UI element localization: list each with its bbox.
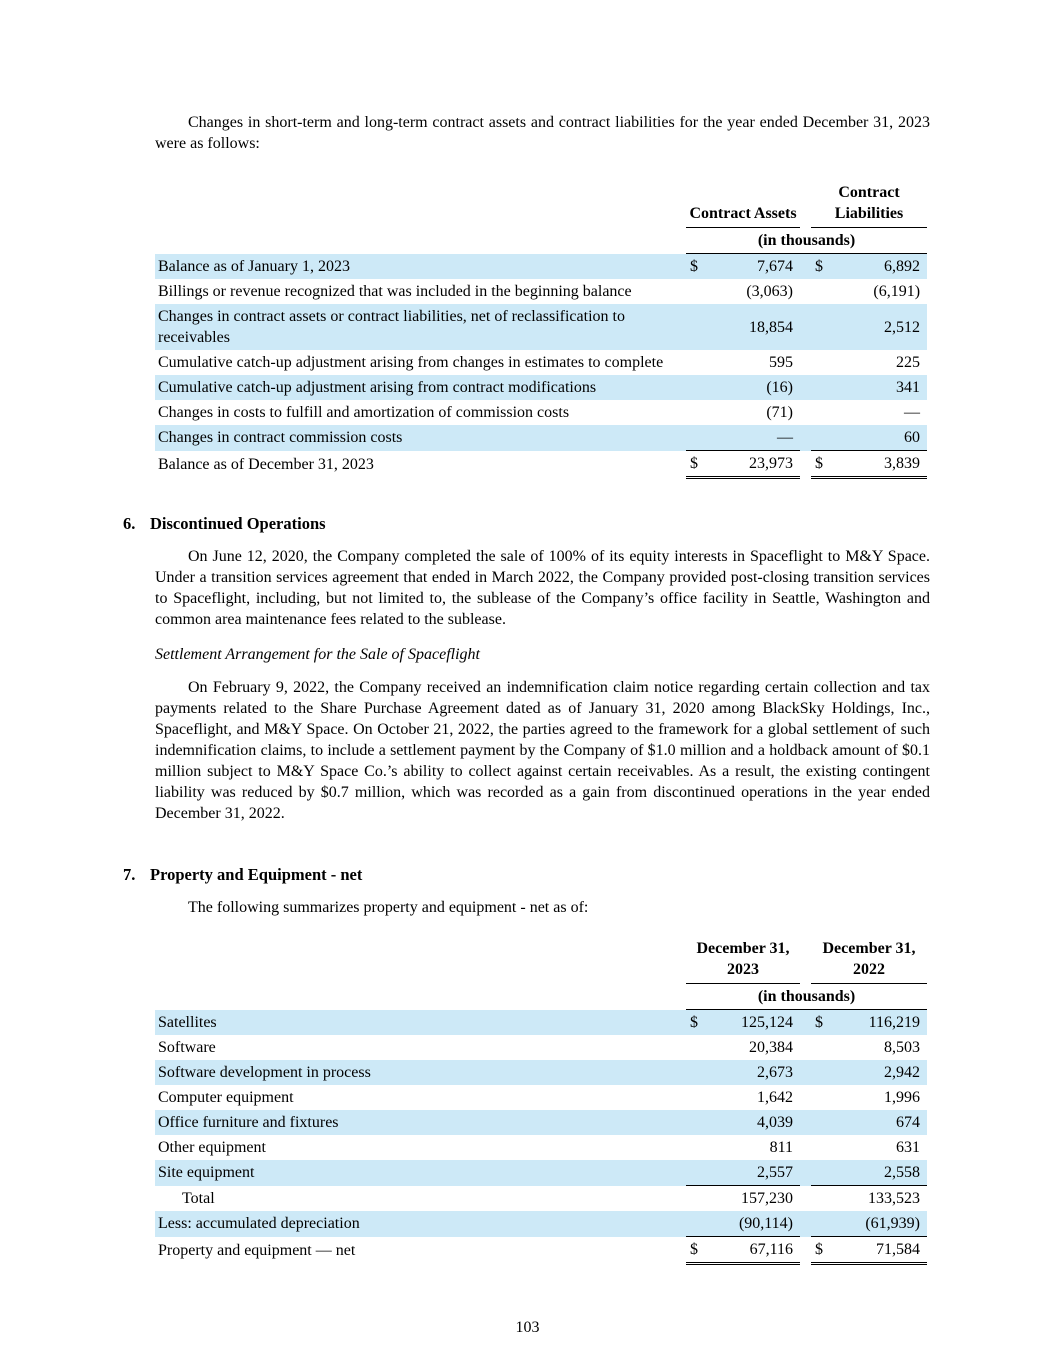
- row-value: —: [706, 425, 800, 451]
- row-label: Balance as of December 31, 2023: [158, 455, 374, 473]
- spacer: [123, 154, 930, 180]
- dollar-sign: [686, 400, 706, 425]
- row-value: 595: [769, 354, 793, 371]
- row-value: —: [904, 404, 921, 421]
- row-value: 116,219: [831, 1010, 927, 1036]
- dollar-sign: $: [686, 1237, 706, 1264]
- row-value: 811: [769, 1139, 793, 1156]
- col-gap: [800, 1010, 811, 1036]
- table-row: [155, 375, 927, 400]
- table-row: [155, 1186, 927, 1212]
- row-value: 3,839: [831, 451, 927, 478]
- section-number: 6.: [123, 514, 136, 533]
- table-row: [155, 350, 927, 375]
- table-row: [155, 1110, 927, 1135]
- row-value: 20,384: [749, 1039, 793, 1056]
- row-label: Site equipment: [155, 1160, 686, 1186]
- dollar-sign: $: [686, 254, 706, 280]
- dollar-sign: [811, 375, 831, 400]
- dollar-sign: [811, 1110, 831, 1135]
- row-value: 67,116: [706, 1237, 800, 1264]
- dollar-sign: $: [811, 254, 831, 280]
- row-value: 8,503: [884, 1039, 920, 1056]
- row-value: 125,124: [706, 1010, 800, 1036]
- dollar-sign: [811, 1160, 831, 1186]
- row-value: 2,942: [831, 1060, 927, 1085]
- row-value: 18,854: [706, 304, 800, 350]
- row-value: 71,584: [831, 1237, 927, 1264]
- col-gap: [800, 1160, 811, 1186]
- col-gap: [800, 1085, 811, 1110]
- page-number: 103: [515, 1319, 540, 1336]
- col-header-contract-assets: Contract Assets: [686, 180, 800, 228]
- table-row: [155, 254, 927, 280]
- units-row: [155, 984, 927, 1010]
- dollar-sign: [811, 1035, 831, 1060]
- col-header-december-2023: December 31, 2023: [686, 936, 800, 984]
- col-gap: [800, 1035, 811, 1060]
- table-row: [155, 451, 927, 478]
- row-label: Cumulative catch-up adjustment arising from contract modifications: [155, 375, 686, 400]
- row-value: (3,063): [746, 283, 793, 300]
- dollar-sign: [811, 400, 831, 425]
- dollar-sign: [811, 1060, 831, 1085]
- dollar-sign: [686, 1060, 706, 1085]
- header-gap: [800, 180, 811, 228]
- dollar-sign: $: [686, 1010, 706, 1036]
- table-header-row: [155, 180, 927, 228]
- row-value: 2,558: [831, 1160, 927, 1186]
- col-gap: [800, 1211, 811, 1237]
- spacer: [123, 885, 930, 897]
- dollar-sign: [811, 1186, 831, 1212]
- section-7-intro: The following summarizes property and equipment - net as of:: [188, 899, 589, 916]
- row-value: 157,230: [706, 1186, 800, 1212]
- row-value: (61,939): [831, 1211, 927, 1237]
- row-value: 1,642: [757, 1089, 793, 1106]
- col-gap: [800, 375, 811, 400]
- dollar-sign: [686, 1085, 706, 1110]
- settlement-subheading: Settlement Arrangement for the Sale of Spaceflight: [155, 646, 480, 663]
- dollar-sign: [811, 279, 831, 304]
- table-row: [155, 1135, 927, 1160]
- row-label: Changes in contract assets or contract liabilities, net of reclassification to receivables: [155, 304, 686, 350]
- spacer: [123, 918, 930, 936]
- dollar-sign: $: [686, 451, 706, 478]
- table-row: [155, 1060, 927, 1085]
- table-row: [155, 1085, 927, 1110]
- units-label: (in thousands): [686, 984, 927, 1010]
- row-value: 4,039: [706, 1110, 800, 1135]
- section-6-paragraph-1: On June 12, 2020, the Company completed the sale of 100% of its equity interests in Spaceflight to M&Y Space. Under a transition services agreement that ended in March 2022, the Company provided post-closing transition services to Spaceflight, including, but not limited to, the sublease of the Company’s office facility in Seattle, Washington and common area maintenance fees related to the sublease.: [155, 548, 930, 628]
- units-row: [155, 228, 927, 254]
- col-gap: [800, 1186, 811, 1212]
- contract-balances-table: [155, 180, 927, 479]
- spacer: [123, 824, 930, 864]
- row-value: 225: [896, 354, 921, 371]
- dollar-sign: [811, 1135, 831, 1160]
- row-value: 23,973: [706, 451, 800, 478]
- row-label: Billings or revenue recognized that was included in the beginning balance: [158, 283, 632, 300]
- row-value: 674: [831, 1110, 927, 1135]
- row-label: Computer equipment: [158, 1089, 294, 1106]
- col-gap: [800, 350, 811, 375]
- row-label: Office furniture and fixtures: [155, 1110, 686, 1135]
- col-gap: [800, 1060, 811, 1085]
- col-gap: [800, 1135, 811, 1160]
- dollar-sign: $: [811, 1237, 831, 1264]
- dollar-sign: [811, 1211, 831, 1237]
- table-row: [155, 1010, 927, 1036]
- col-gap: [800, 279, 811, 304]
- dollar-sign: [686, 1186, 706, 1212]
- col-gap: [800, 1110, 811, 1135]
- col-gap: [800, 1237, 811, 1264]
- section-number: 7.: [123, 865, 136, 884]
- table-header-row: [155, 936, 927, 984]
- row-label: Cumulative catch-up adjustment arising from changes in estimates to complete: [158, 354, 664, 371]
- col-gap: [800, 254, 811, 280]
- dollar-sign: [811, 350, 831, 375]
- col-gap: [800, 304, 811, 350]
- row-label: Property and equipment — net: [158, 1241, 356, 1259]
- row-label: Other equipment: [158, 1139, 266, 1156]
- row-value: 60: [831, 425, 927, 451]
- row-value: (6,191): [873, 283, 921, 300]
- units-label: (in thousands): [686, 228, 927, 254]
- row-value: (71): [766, 404, 793, 421]
- row-value: 631: [896, 1139, 920, 1156]
- row-value: 2,557: [706, 1160, 800, 1186]
- col-header-contract-liabilities: Contract Liabilities: [811, 180, 927, 228]
- dollar-sign: [811, 425, 831, 451]
- table-row: [155, 279, 927, 304]
- dollar-sign: [686, 279, 706, 304]
- col-header-december-2022: December 31, 2022: [811, 936, 927, 984]
- row-value: 341: [831, 375, 927, 400]
- row-label: Balance as of January 1, 2023: [155, 254, 686, 280]
- row-value: 1,996: [884, 1089, 920, 1106]
- section-6-paragraph-2: On February 9, 2022, the Company received an indemnification claim notice regarding certain collection and tax payments related to the Share Purchase Agreement dated as of January 31, 2020 among BlackSky Holdings, Inc., Spaceflight, and M&Y Space. On October 21, 2022, the parties agreed to the framework for a global settlement of such indemnification claims, to include a settlement payment by the Company of $1.0 million and a holdback amount of $0.1 million subject to M&Y Space Co.’s ability to collect against certain receivables. As a result, the existing contingent liability was reduced by $0.7 million, which was recorded as a gain from discontinued operations in the year ended December 31, 2022.: [155, 679, 930, 822]
- row-value: 2,673: [706, 1060, 800, 1085]
- table-row: [155, 1035, 927, 1060]
- dollar-sign: [686, 1035, 706, 1060]
- units-spacer: [155, 228, 686, 254]
- row-label: Satellites: [155, 1010, 686, 1036]
- dollar-sign: [811, 304, 831, 350]
- table-row: [155, 304, 927, 350]
- col-gap: [800, 400, 811, 425]
- property-equipment-table: [155, 936, 927, 1265]
- table-row: [155, 400, 927, 425]
- section-title: Discontinued Operations: [150, 514, 326, 533]
- table-row: [155, 1160, 927, 1186]
- table-row: [155, 1211, 927, 1237]
- dollar-sign: $: [811, 451, 831, 478]
- dollar-sign: [686, 375, 706, 400]
- header-gap: [800, 936, 811, 984]
- dollar-sign: [686, 1110, 706, 1135]
- spacer: [123, 534, 930, 546]
- row-value: 6,892: [831, 254, 927, 280]
- row-label: Total: [182, 1189, 215, 1207]
- row-label: Software: [158, 1039, 216, 1056]
- col-gap: [800, 425, 811, 451]
- dollar-sign: [686, 1160, 706, 1186]
- row-value: 133,523: [831, 1186, 927, 1212]
- header-spacer: [155, 936, 686, 984]
- row-label: Less: accumulated depreciation: [155, 1211, 686, 1237]
- row-value: 2,512: [831, 304, 927, 350]
- row-label: Changes in costs to fulfill and amortization of commission costs: [158, 404, 570, 421]
- dollar-sign: [686, 350, 706, 375]
- section-title: Property and Equipment - net: [150, 865, 363, 884]
- row-label: Software development in process: [155, 1060, 686, 1085]
- spacer: [123, 479, 930, 513]
- intro-paragraph: Changes in short-term and long-term contract assets and contract liabilities for the year ended December 31, 2023 were as follows:: [155, 114, 930, 152]
- row-value: 7,674: [706, 254, 800, 280]
- dollar-sign: [811, 1085, 831, 1110]
- dollar-sign: [686, 425, 706, 451]
- row-value: (16): [706, 375, 800, 400]
- dollar-sign: [686, 1135, 706, 1160]
- units-spacer: [155, 984, 686, 1010]
- dollar-sign: $: [811, 1010, 831, 1036]
- section-7-heading: [123, 864, 930, 885]
- row-label: Changes in contract commission costs: [155, 425, 686, 451]
- table-row: [155, 425, 927, 451]
- table-row: [155, 1237, 927, 1264]
- dollar-sign: [686, 1211, 706, 1237]
- col-gap: [800, 451, 811, 478]
- section-6-heading: [123, 513, 930, 534]
- row-value: (90,114): [706, 1211, 800, 1237]
- header-spacer: [155, 180, 686, 228]
- dollar-sign: [686, 304, 706, 350]
